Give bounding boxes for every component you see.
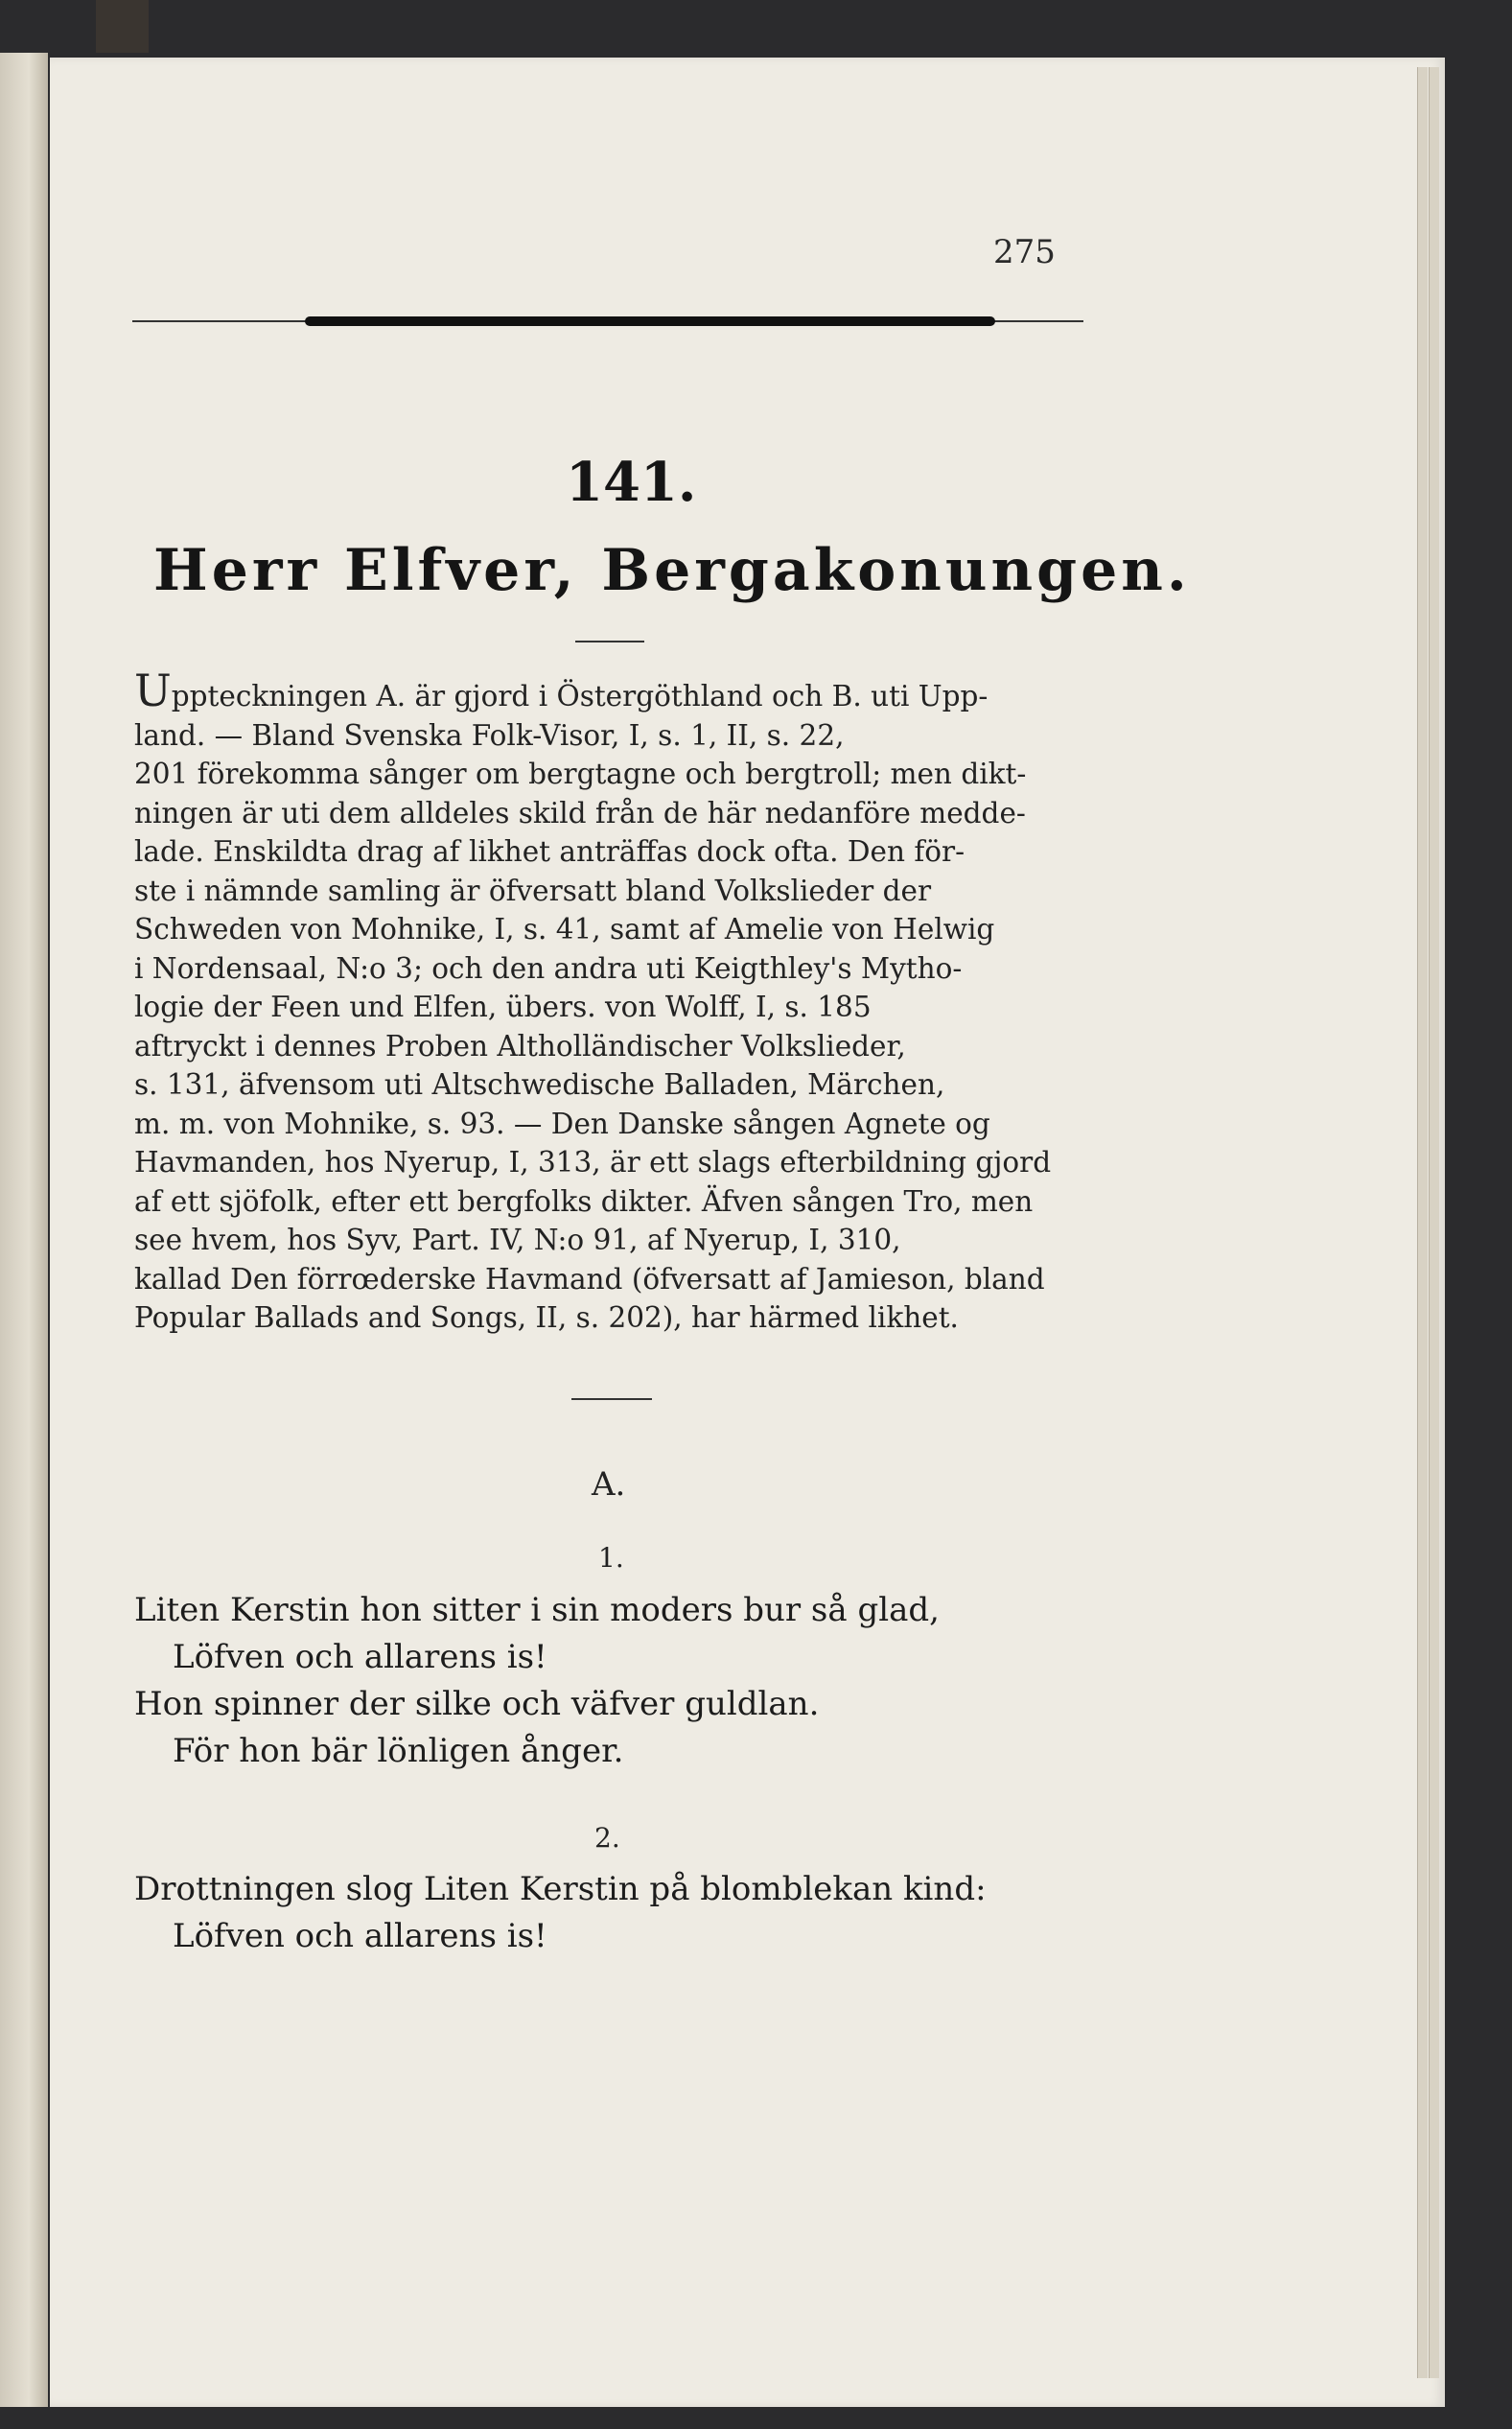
intro-line: land. — Bland Svenska Folk-Visor, I, s. 1, II, s. 22,: [134, 718, 845, 752]
verse-line: Hon spinner der silke och väfver guldlan.: [134, 1685, 820, 1723]
intro-line: see hvem, hos Syv, Part. IV, N:o 91, af Nyerup, I, 310,: [134, 1224, 901, 1256]
intro-line: 201 förekomma sånger om bergtagne och bergtroll; men dikt-: [134, 758, 1027, 790]
intro-line: m. m. von Mohnike, s. 93. — Den Danske sången Agnete og: [134, 1107, 990, 1140]
section-label: A.: [592, 1465, 626, 1504]
page-number: 275: [993, 233, 1056, 271]
intro-line: i Nordensaal, N:o 3; och den andra uti Keigthley's Mytho-: [134, 951, 963, 985]
section-divider: [571, 1398, 652, 1400]
stanza: [134, 1587, 1093, 1775]
verse-line: Drottningen slog Liten Kerstin på blomblekan kind:: [134, 1870, 987, 1908]
page-edge-strip: [1429, 67, 1439, 2378]
intro-line: aftryckt i dennes Proben Altholländischer Volkslieder,: [134, 1029, 906, 1063]
intro-line: Uppteckningen A. är gjord i Östergöthland och B. uti Upp-: [134, 665, 989, 716]
left-page-edge: [0, 53, 48, 2407]
intro-line: Popular Ballads and Songs, II, s. 202), har härmed likhet.: [134, 1301, 959, 1334]
header-rule-thick: [305, 316, 995, 326]
intro-line: s. 131, äfvensom uti Altschwedische Balladen, Märchen,: [134, 1068, 945, 1101]
stanza-number: 1.: [598, 1542, 624, 1574]
intro-line: ste i nämnde samling är öfversatt bland Volkslieder der: [134, 874, 932, 907]
intro-line: logie der Feen und Elfen, übers. von Wolff, I, s. 185: [134, 991, 872, 1023]
binding-clip: [96, 0, 149, 53]
ballad-title: Herr Elfver, Bergakonungen.: [153, 537, 1191, 604]
ballad-number: 141.: [566, 451, 697, 514]
page-edge-strip: [1417, 67, 1428, 2378]
verse-refrain: För hon bär lönligen ånger.: [173, 1732, 624, 1770]
intro-line: ningen är uti dem alldeles skild från de här nedanföre medde-: [134, 796, 1026, 829]
stanza-number: 2.: [594, 1822, 620, 1854]
intro-line: Havmanden, hos Nyerup, I, 313, är ett slags efterbildning gjord: [134, 1146, 1052, 1179]
intro-paragraph: [134, 665, 1083, 1338]
intro-line: Schweden von Mohnike, I, s. 41, samt af Amelie von Helwig: [134, 913, 995, 946]
verse-refrain: Löfven och allarens is!: [173, 1638, 547, 1676]
header-rule: [132, 313, 1083, 328]
stanza: [134, 1866, 1093, 1960]
verse-line: Liten Kerstin hon sitter i sin moders bur så glad,: [134, 1591, 940, 1629]
intro-line: kallad Den förrœderske Havmand (öfversatt af Jamieson, bland: [134, 1262, 1045, 1296]
title-divider: [575, 641, 644, 642]
intro-line: af ett sjöfolk, efter ett bergfolks dikter. Äfven sången Tro, men: [134, 1184, 1034, 1218]
verse-refrain: Löfven och allarens is!: [173, 1917, 547, 1955]
intro-line: lade. Enskildta drag af likhet anträffas dock ofta. Den för-: [134, 835, 965, 868]
drop-cap: U: [134, 665, 172, 716]
